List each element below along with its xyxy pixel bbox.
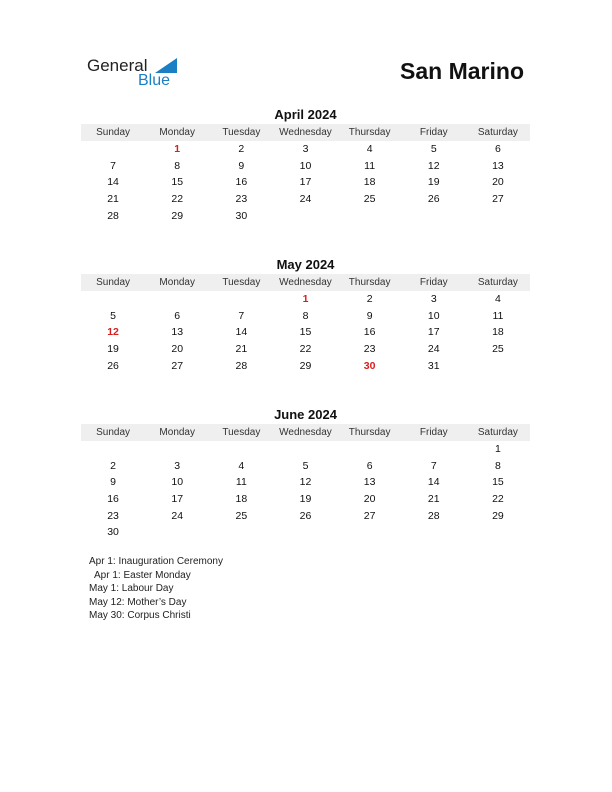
weekday-header-row [81,424,530,441]
month-june [81,406,530,541]
day-cell: 12 [299,476,312,489]
day-cell: 25 [492,343,504,356]
day-cell: 17 [427,326,440,339]
day-cell: 4 [238,459,245,472]
weekday-label: Sunday [96,127,131,138]
day-cell: 30 [107,526,119,539]
weekday-label: Wednesday [279,277,332,288]
weekday-label: Monday [159,427,195,438]
holiday-note: Apr 1: Easter Monday [89,569,191,581]
logo-triangle-icon [155,58,177,73]
holiday-note: May 1: Labour Day [89,583,174,595]
day-cell: 1 [302,293,309,306]
week-row [81,141,530,158]
weekday-label: Sunday [96,277,131,288]
weekday-label: Monday [159,127,195,138]
day-cell: 5 [302,459,309,472]
month-april [81,106,530,224]
holiday-note: May 12: Mother’s Day [89,596,187,608]
day-cell: 27 [492,193,504,206]
day-cell: 30 [235,209,248,222]
day-cell: 20 [363,493,376,506]
weekday-label: Tuesday [222,277,261,288]
day-cell: 29 [299,359,312,372]
day-cell: 3 [302,143,309,156]
week-row [81,308,530,325]
weekday-label: Friday [419,277,448,288]
day-cell: 10 [427,309,440,322]
day-cell: 15 [299,326,312,339]
day-cell: 18 [492,326,504,339]
month-title: June 2024 [274,407,337,422]
weekday-label: Friday [419,127,448,138]
holiday-note: Apr 1: Inauguration Ceremony [89,556,223,567]
day-cell: 6 [494,143,501,156]
day-cell: 6 [174,309,181,322]
country-title: San Marino [400,58,524,84]
day-cell: 13 [492,159,504,172]
day-cell: 3 [174,459,181,472]
day-cell: 12 [427,159,440,172]
day-cell: 8 [174,159,181,172]
day-cell: 22 [171,193,184,206]
day-cell: 7 [110,159,116,172]
day-cell: 8 [494,459,501,472]
day-cell: 22 [299,343,312,356]
weekday-label: Wednesday [279,127,332,138]
day-cell: 11 [492,309,504,322]
day-cell: 25 [235,509,248,522]
day-cell: 14 [427,476,440,489]
day-cell: 26 [107,359,119,372]
logo-blue-text: Blue [138,72,171,89]
day-cell: 15 [171,176,184,189]
day-cell: 12 [107,326,119,339]
day-cell: 16 [235,176,248,189]
day-cell: 16 [363,326,376,339]
weekday-label: Thursday [348,127,391,138]
month-may [81,256,530,374]
day-cell: 22 [492,493,504,506]
day-cell: 2 [366,293,373,306]
day-cell: 2 [110,459,116,472]
week-row [81,491,530,508]
day-cell: 24 [299,193,312,206]
month-title: April 2024 [274,107,337,122]
day-cell: 27 [363,509,376,522]
day-cell: 24 [171,509,184,522]
day-cell: 9 [110,476,116,489]
week-row [81,174,530,191]
day-cell: 7 [238,309,245,322]
day-cell: 28 [235,359,248,372]
weekday-label: Saturday [477,127,518,138]
weekday-label: Thursday [348,277,391,288]
week-row [81,291,530,308]
day-cell: 1 [174,143,181,156]
day-cell: 14 [235,326,248,339]
day-cell: 19 [427,176,440,189]
weekday-label: Saturday [477,427,518,438]
day-cell: 3 [430,293,437,306]
day-cell: 8 [302,309,309,322]
day-cell: 20 [492,176,504,189]
day-cell: 21 [107,193,119,206]
day-cell: 17 [299,176,312,189]
week-row [81,357,530,374]
day-cell: 14 [107,176,119,189]
week-row [81,207,530,224]
day-cell: 30 [363,359,376,372]
weekday-label: Sunday [96,427,131,438]
day-cell: 28 [107,209,119,222]
week-row [81,191,530,208]
day-cell: 9 [238,159,245,172]
week-row [81,524,530,541]
week-row [81,341,530,358]
day-cell: 11 [235,476,247,489]
day-cell: 18 [363,176,376,189]
day-cell: 10 [171,476,184,489]
day-cell: 20 [171,343,184,356]
week-row [81,158,530,175]
day-cell: 24 [427,343,440,356]
day-cell: 13 [363,476,376,489]
holiday-note: May 30: Corpus Christi [89,610,191,622]
weekday-header-row [81,274,530,291]
day-cell: 18 [235,493,248,506]
day-cell: 15 [492,476,504,489]
day-cell: 4 [366,143,373,156]
week-row [81,474,530,491]
day-cell: 29 [171,209,184,222]
week-row [81,507,530,524]
day-cell: 10 [299,159,312,172]
day-cell: 26 [299,509,312,522]
weekday-label: Wednesday [279,427,332,438]
day-cell: 23 [363,343,376,356]
day-cell: 31 [427,359,440,372]
day-cell: 5 [110,309,116,322]
weekday-header-row [81,124,530,141]
day-cell: 25 [363,193,376,206]
week-row [81,458,530,475]
weekday-label: Thursday [348,427,391,438]
day-cell: 21 [427,493,440,506]
day-cell: 17 [171,493,184,506]
day-cell: 7 [430,459,437,472]
weekday-label: Monday [159,277,195,288]
day-cell: 23 [107,509,119,522]
month-title: May 2024 [276,257,335,272]
weekday-label: Saturday [477,277,518,288]
weekday-label: Friday [419,427,448,438]
day-cell: 16 [107,493,119,506]
day-cell: 1 [494,443,501,456]
day-cell: 11 [364,159,376,172]
day-cell: 26 [427,193,440,206]
day-cell: 19 [299,493,312,506]
day-cell: 6 [366,459,373,472]
day-cell: 27 [171,359,184,372]
day-cell: 13 [171,326,184,339]
week-row [81,324,530,341]
day-cell: 9 [366,309,373,322]
holiday-notes [89,555,223,623]
day-cell: 28 [427,509,440,522]
weekday-label: Tuesday [222,127,261,138]
day-cell: 21 [235,343,248,356]
day-cell: 5 [430,143,437,156]
day-cell: 19 [107,343,119,356]
logo [87,54,187,94]
day-cell: 29 [492,509,504,522]
logo-general-text: General [87,56,148,75]
day-cell: 2 [238,143,245,156]
weekday-label: Tuesday [222,427,261,438]
week-row [81,441,530,458]
day-cell: 23 [235,193,248,206]
day-cell: 4 [494,293,501,306]
